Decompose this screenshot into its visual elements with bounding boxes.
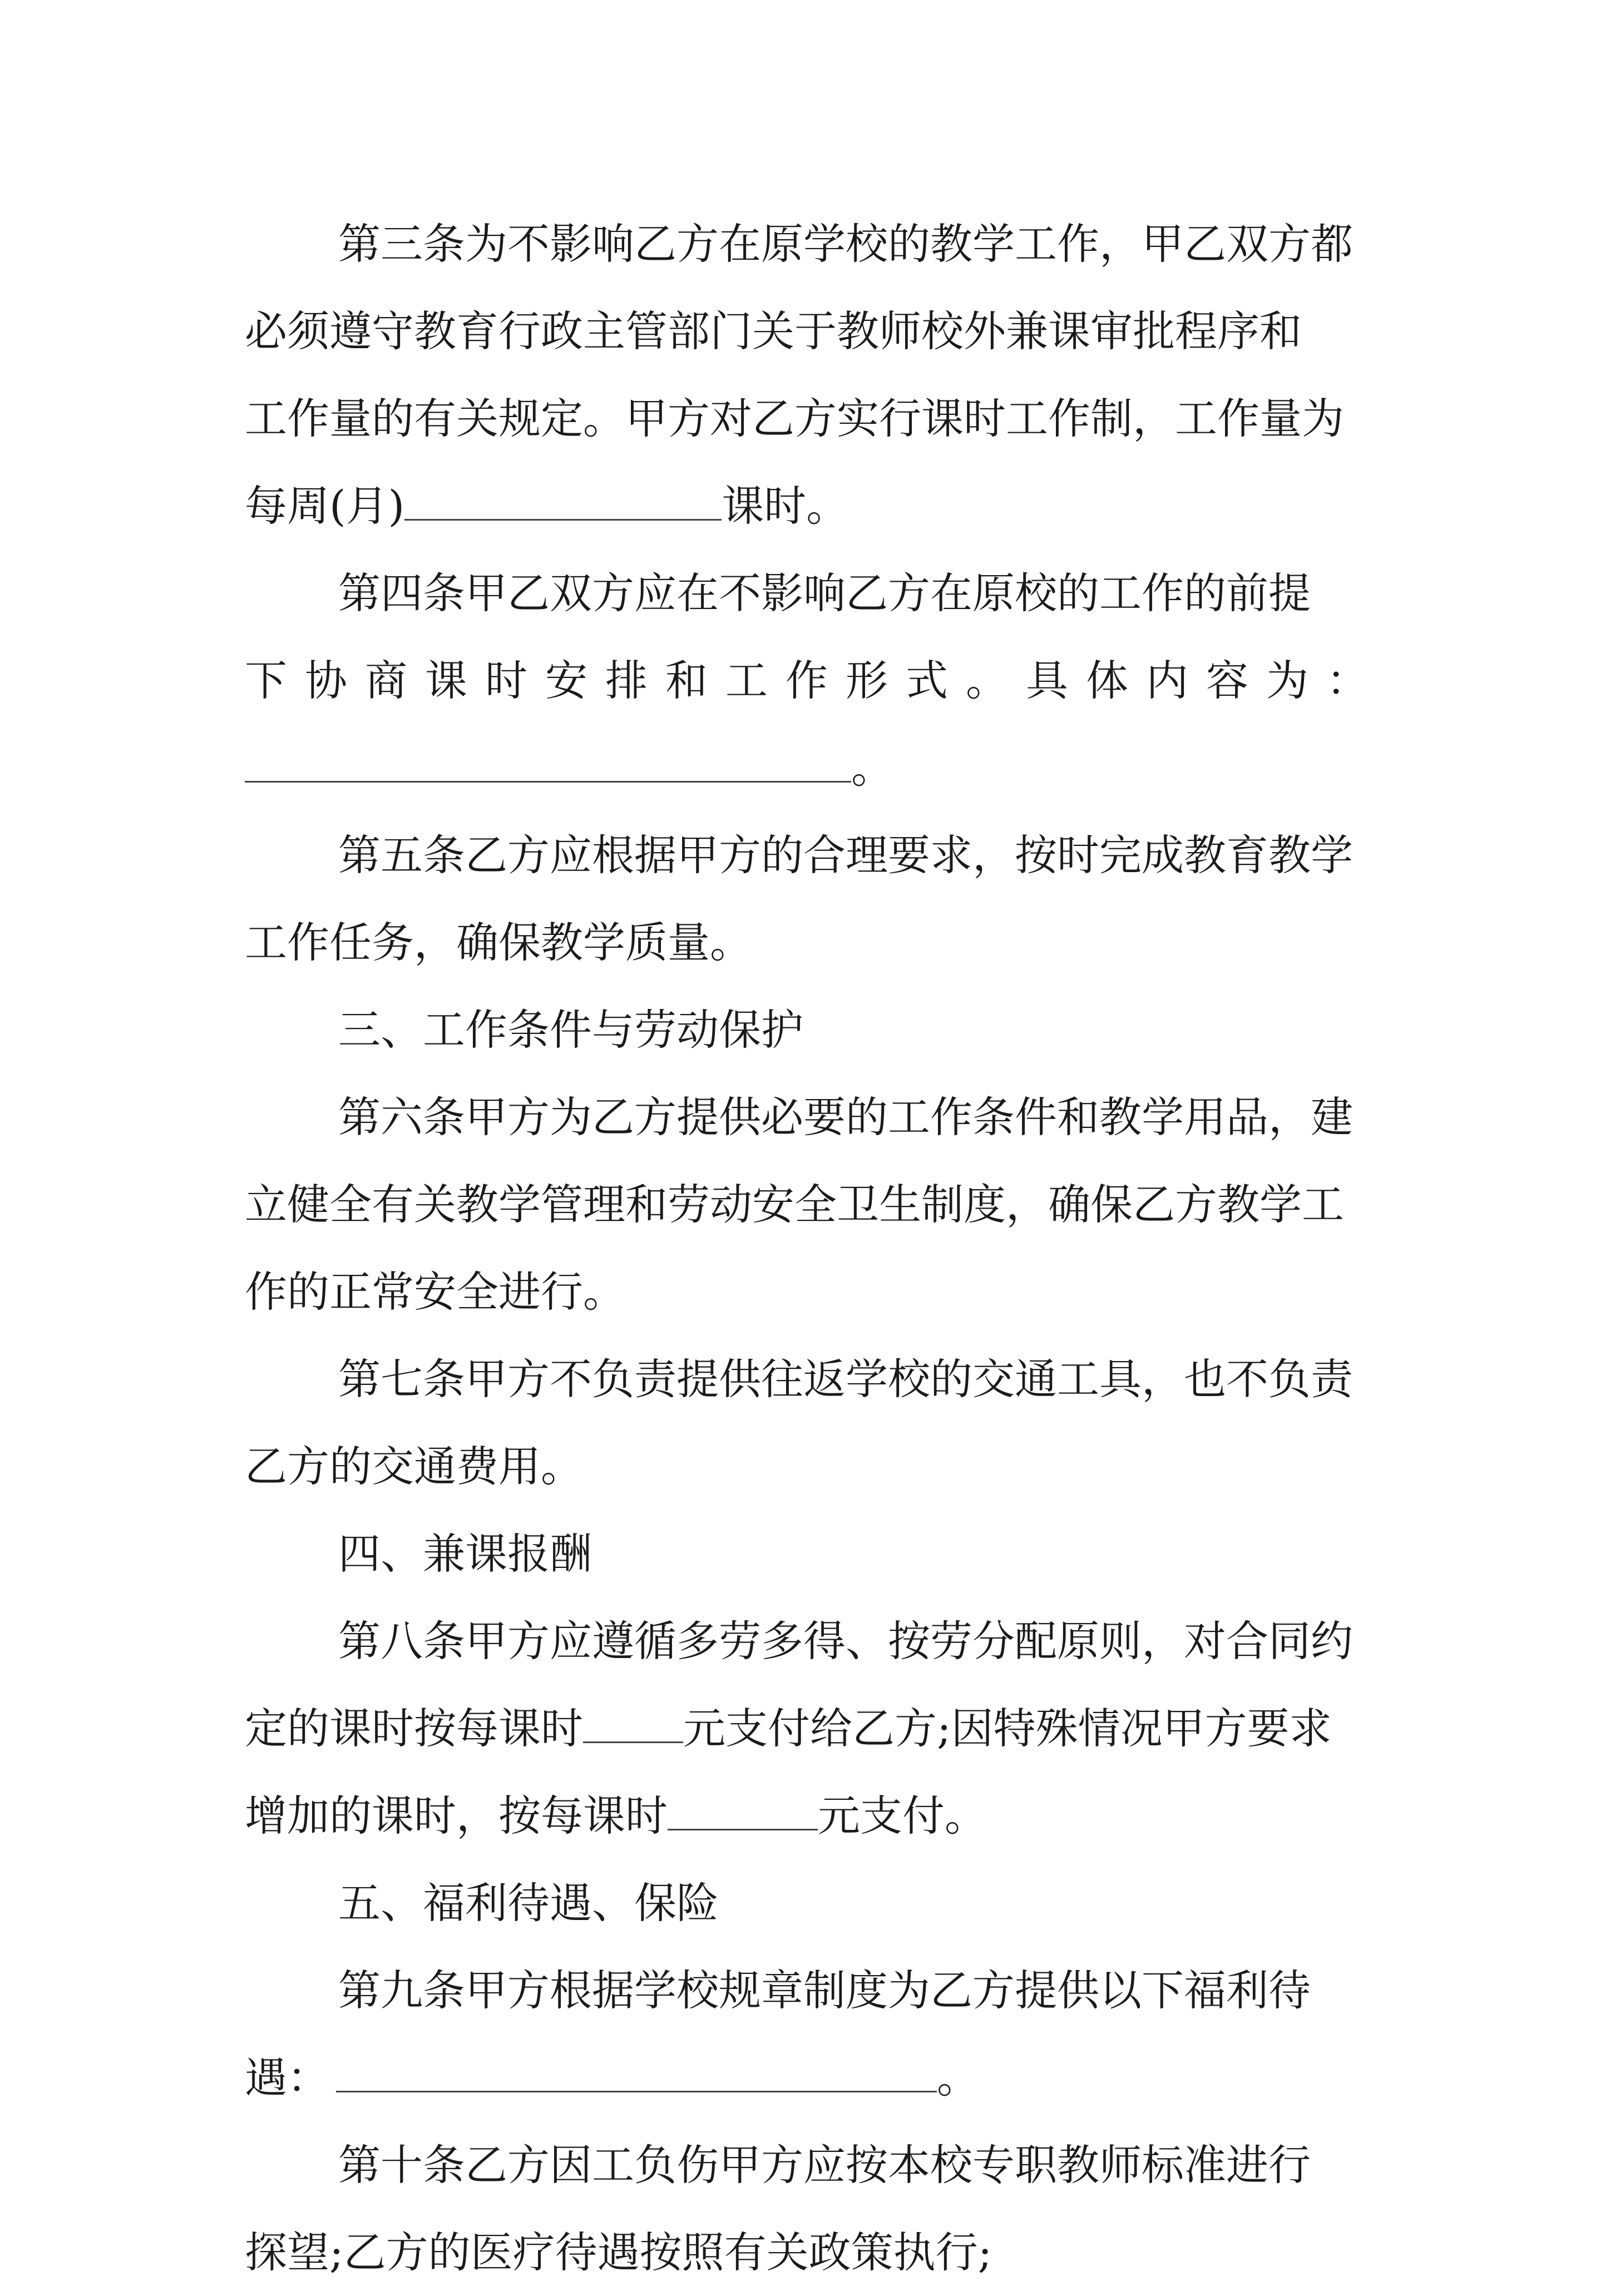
article-9-line-2-suffix: 。 <box>937 2053 979 2102</box>
article-3-line-3: 工作量的有关规定。甲方对乙方实行课时工作制，工作量为 <box>245 394 1344 443</box>
section-3-heading: 三、工作条件与劳动保护 <box>338 1005 803 1055</box>
article-4-line-2-char: 为 <box>1266 656 1308 705</box>
article-8-line-2-prefix: 定的课时按每课时 <box>245 1704 583 1753</box>
article-3-line-4 <box>245 462 848 550</box>
article-6-line-3: 作的正常安全进行。 <box>245 1267 625 1317</box>
article-9-line-2-prefix: 遇： <box>245 2053 329 2102</box>
article-4-line-2-char: ： <box>1326 656 1369 705</box>
extra-rate-blank <box>668 1794 818 1830</box>
article-3-line-1: 第三条为不影响乙方在原学校的教学工作，甲乙双方都 <box>338 219 1353 269</box>
article-4-line-2-char: 商 <box>365 656 407 705</box>
benefits-blank <box>336 2056 937 2092</box>
article-4-line-3 <box>245 724 893 811</box>
article-6-line-1: 第六条甲方为乙方提供必要的工作条件和教学用品，建 <box>338 1092 1353 1142</box>
article-7-line-2: 乙方的交通费用。 <box>245 1442 583 1491</box>
article-4-line-2-char: 形 <box>846 656 888 705</box>
article-4-line-2-char: 。 <box>966 656 1008 705</box>
article-4-line-2-char: 安 <box>545 656 587 705</box>
article-4-line-2-char: 内 <box>1146 656 1188 705</box>
section-5-heading: 五、福利待遇、保险 <box>338 1878 719 1928</box>
article-8-line-2 <box>245 1685 1332 1772</box>
section-4-heading: 四、兼课报酬 <box>338 1529 592 1578</box>
article-4-line-2-char: 排 <box>605 656 648 705</box>
article-4-line-2-char: 时 <box>485 656 527 705</box>
article-4-line-2-char: 作 <box>786 656 828 705</box>
article-8-line-1: 第八条甲方应遵循多劳多得、按劳分配原则，对合同约 <box>338 1616 1353 1666</box>
article-4-line-2-char: 容 <box>1206 656 1248 705</box>
article-3-line-4-suffix: 课时。 <box>722 481 849 531</box>
article-3-line-4-prefix: 每周(月) <box>245 481 405 531</box>
article-4-line-2-char: 课 <box>425 656 467 705</box>
article-4-line-2-char: 工 <box>725 656 768 705</box>
hours-blank <box>404 484 722 521</box>
content-blank <box>245 746 851 783</box>
article-4-line-2-char: 具 <box>1026 656 1068 705</box>
article-5-line-2: 工作任务，确保教学质量。 <box>245 918 752 967</box>
article-9-line-1: 第九条甲方根据学校规章制度为乙方提供以下福利待 <box>338 1966 1311 2015</box>
article-4-line-1: 第四条甲乙双方应在不影响乙方在原校的工作的前提 <box>338 568 1311 618</box>
article-4-line-2-char: 体 <box>1086 656 1128 705</box>
article-4-line-2-char: 协 <box>305 656 347 705</box>
article-4-line-2 <box>245 637 1369 724</box>
article-4-line-2-char: 和 <box>665 656 708 705</box>
article-6-line-2: 立健全有关教学管理和劳动安全卫生制度，确保乙方教学工 <box>245 1180 1344 1229</box>
article-8-line-3 <box>245 1772 987 1859</box>
article-3-line-2: 必须遵守教育行政主管部门关于教师校外兼课审批程序和 <box>245 306 1302 356</box>
article-10-line-1: 第十条乙方因工负伤甲方应按本校专职教师标准进行 <box>338 2140 1311 2190</box>
article-4-line-2-char: 下 <box>245 656 287 705</box>
article-8-line-3-suffix: 元支付。 <box>818 1791 987 1840</box>
rate-blank <box>583 1707 683 1743</box>
article-4-line-3-suffix: 。 <box>851 743 893 793</box>
article-7-line-1: 第七条甲方不负责提供往返学校的交通工具，也不负责 <box>338 1354 1353 1404</box>
article-8-line-3-prefix: 增加的课时，按每课时 <box>245 1791 668 1840</box>
article-10-line-2: 探望;乙方的医疗待遇按照有关政策执行; <box>245 2228 992 2277</box>
article-4-line-2-char: 式 <box>906 656 948 705</box>
article-8-line-2-suffix: 元支付给乙方;因特殊情况甲方要求 <box>683 1704 1332 1753</box>
article-9-line-2 <box>245 2034 979 2121</box>
article-5-line-1: 第五条乙方应根据甲方的合理要求，按时完成教育教学 <box>338 830 1353 880</box>
